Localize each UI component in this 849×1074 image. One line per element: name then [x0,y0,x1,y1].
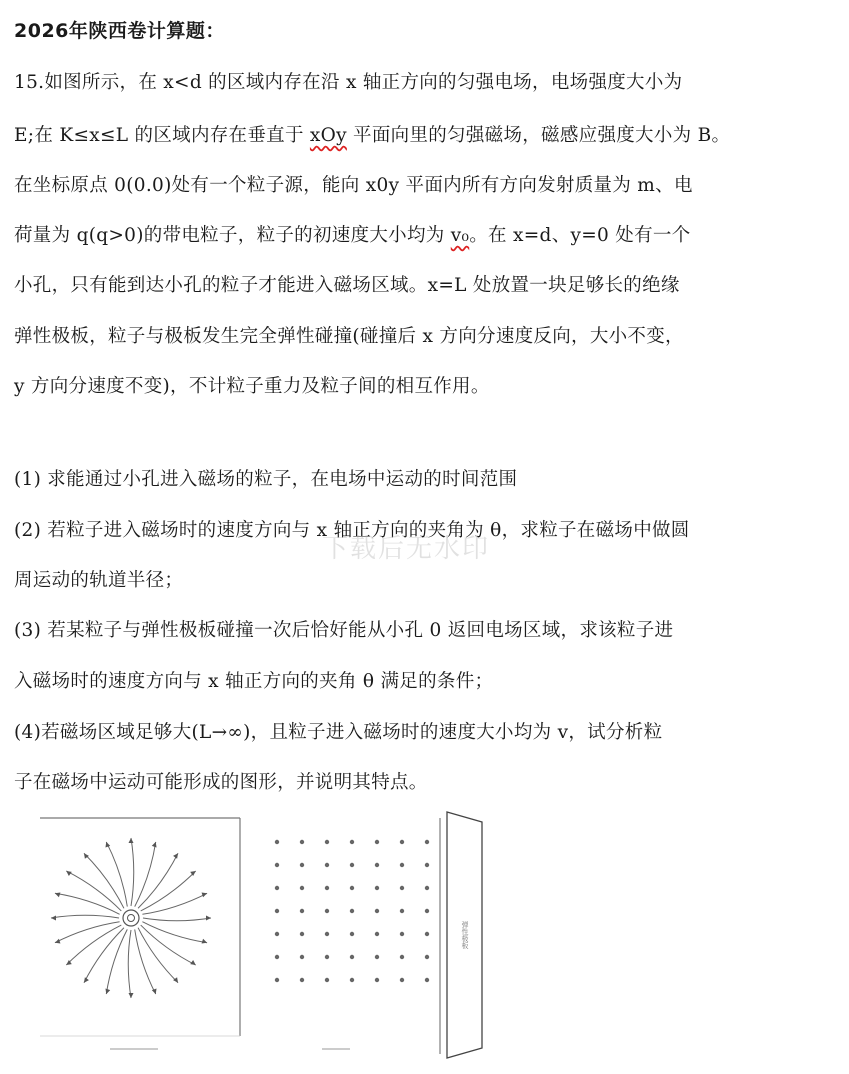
field-dot [375,932,379,936]
field-dot [325,955,329,959]
field-line [66,871,121,911]
field-line [66,925,121,965]
question-4-line-2: 子在磁场中运动可能形成的图形，并说明其特点。 [14,772,428,793]
watermark: 下载后无水印 [322,534,491,564]
elastic-plate [440,812,482,1058]
plane-name: xOy [309,125,347,146]
field-line [51,915,119,918]
field-dot [300,978,304,982]
field-dot [350,886,354,890]
field-line [141,871,196,911]
field-arrowhead [129,993,134,998]
question-3-line-2: 入磁场时的速度方向与 x 轴正方向的夹角 θ 满足的条件； [14,671,494,692]
field-dot [350,978,354,982]
plate-label: 弹性极板 [461,921,469,949]
field-dot [400,840,404,844]
initial-speed: v₀ [450,225,470,246]
field-arrowhead [202,892,208,897]
field-dot [350,932,354,936]
field-dot [425,909,429,913]
field-arrowhead [206,916,211,921]
field-line [138,853,178,908]
field-dot [300,863,304,867]
field-dot [275,886,279,890]
field-dot [350,955,354,959]
field-dot [350,840,354,844]
field-arrowhead [51,916,56,921]
field-dot [275,955,279,959]
question-2-line-2: 周运动的轨道半径； [14,570,184,591]
field-line [55,922,120,943]
field-arrowhead [202,939,208,944]
question-2-line-1: (2) 若粒子进入磁场时的速度方向与 x 轴正方向的夹角为 θ，求粒子在磁场中做圆 [14,520,690,541]
field-dot [325,909,329,913]
field-dot [300,886,304,890]
field-dot [350,863,354,867]
field-dot [325,932,329,936]
field-dot [375,909,379,913]
field-dot [325,863,329,867]
field-dot [275,978,279,982]
field-dot [275,932,279,936]
field-line [84,928,124,983]
field-line [55,893,120,914]
field-dot [425,863,429,867]
field-dot [400,932,404,936]
field-line [142,922,207,943]
field-dot [375,863,379,867]
field-dot [425,840,429,844]
problem-line-4: 荷量为 q(q>0)的带电粒子，粒子的初速度大小均为 v₀。在 x=d、y=0 处有一个 [14,225,691,246]
field-arrowhead [55,892,61,897]
field-dot [375,886,379,890]
problem-line-3: 在坐标原点 0(0.0)处有一个粒子源，能向 x0y 平面内所有方向发射质量为 m、电 [14,175,693,196]
field-dot [400,886,404,890]
field-dot [275,863,279,867]
field-dot [300,932,304,936]
field-dot [275,909,279,913]
field-line [128,930,131,998]
field-arrowhead [152,989,157,995]
field-dot [325,840,329,844]
field-dot [425,978,429,982]
field-line [131,838,134,906]
field-dot [425,886,429,890]
field-arrowhead [105,842,110,848]
problem-line-6: 弹性极板，粒子与极板发生完全弹性碰撞(碰撞后 x 方向分速度反向，大小不变， [14,326,684,347]
problem-line-5: 小孔，只有能到达小孔的粒子才能进入磁场区域。x=L 处放置一块足够长的绝缘 [14,275,680,296]
field-dot [425,955,429,959]
question-3-line-1: (3) 若某粒子与弹性极板碰撞一次后恰好能从小孔 0 返回电场区域，求该粒子进 [14,620,674,641]
field-line [143,918,211,921]
problem-line-2: E;在 K≤x≤L 的区域内存在垂直于 xOy 平面向里的匀强磁场，磁感应强度大小为 B。 [14,125,731,146]
field-arrowhead [129,838,134,843]
particle-source-outer [123,910,139,926]
magnetic-field-dots [275,840,429,982]
field-dot [275,840,279,844]
problem-line-7: y 方向分速度不变)，不计粒子重力及粒子间的相互作用。 [14,376,490,397]
field-dot [400,978,404,982]
electric-field-region [40,818,240,1036]
field-dot [300,909,304,913]
field-line [84,853,124,908]
field-dot [350,909,354,913]
particle-source-inner [128,915,135,922]
field-line [135,842,156,907]
field-arrowhead [105,989,110,995]
problem-line-1: 15.如图所示，在 x<d 的区域内存在沿 x 轴正方向的匀强电场，电场强度大小为 [14,72,683,93]
field-dot [425,932,429,936]
exam-title: 2026年陕西卷计算题： [14,20,225,42]
question-4-line-1: (4)若磁场区域足够大(L→∞)，且粒子进入磁场时的速度大小均为 v，试分析粒 [14,722,663,743]
field-arrowhead [55,939,61,944]
field-dot [400,863,404,867]
field-line [138,928,178,983]
field-dot [325,978,329,982]
field-lines [51,838,211,998]
field-dot [375,978,379,982]
field-dot [400,955,404,959]
question-1: (1) 求能通过小孔进入磁场的粒子，在电场中运动的时间范围 [14,469,518,490]
field-dot [300,955,304,959]
field-line [141,925,196,965]
field-dot [375,955,379,959]
field-dot [300,840,304,844]
field-dot [325,886,329,890]
field-arrowhead [152,842,157,848]
field-dot [400,909,404,913]
field-line [106,842,127,907]
field-dot [375,840,379,844]
field-line [142,893,207,914]
field-line [106,929,127,994]
field-line [135,929,156,994]
